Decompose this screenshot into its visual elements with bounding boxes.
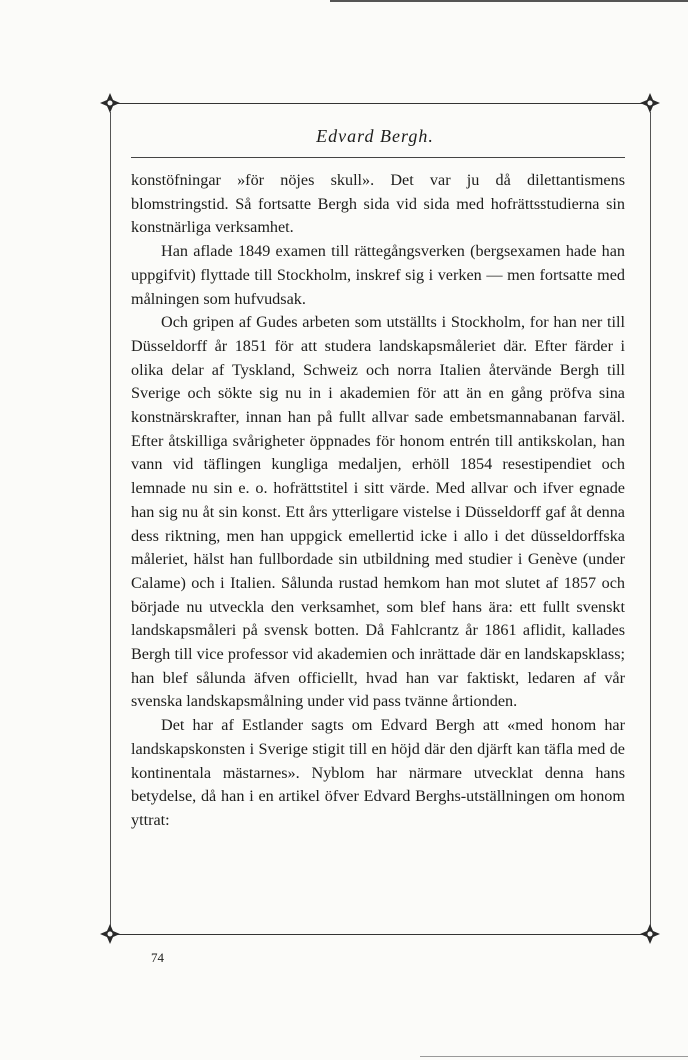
frame-rule-top [116,103,644,104]
running-head: Edvard Bergh. [316,126,434,146]
page-number: 74 [151,950,164,965]
frame-rule-right [650,112,651,926]
frame-rule-bottom [116,934,644,935]
paragraph: Det har af Estlander sagts om Edvard Bergh att «med honom har landskapskonsten i Sverige stigit till en höjd där den djärft kan täfla med de kontinentala mästarnes». Nyblom har närmare utvecklat denna hans betydelse, då han i en artikel öfver Edvard Berghs-utställningen om honom yttrat: [131,716,625,829]
paragraph: konstöfningar »för nöjes skull». Det var ju då dilettantismens blomstringstid. Så fortsatte Bergh sida vid sida med hofrättsstudierna sin konstnärliga verksamhet. [131,171,625,237]
frame-rule-left [110,112,111,926]
scan-edge-bottom [420,1056,688,1057]
corner-ornament-icon [99,923,121,945]
scan-edge-top [330,0,688,2]
paragraph: Och gripen af Gudes arbeten som utställts i Stockholm, for han ner till Düsseldorff år 1851 för att studera landskapsmåleriet där. Efter färder i olika delar af Tyskland, Schweiz och norra Italien återvände Bergh till Sverige och sökte sig nu in i akademien för att än en gång pröfva sina konstnärskrafter, innan han på fullt allvar sade embetsmannabanan farväl. Efter åtskilliga svårigheter öppnades för honom entrén till antikskolan, han vann vid täflingen kungliga medaljen, erhöll 1854 resestipendiet och lemnade nu sin e. o. hofrättstitel i sitt värde. Med allvar och ifver egnade han sig nu åt sin konst. Ett års ytterligare vistelse i Düsseldorff gaf åt denna dess riktning, men han uppgick emellertid icke i allo i det düsseldorffska måleriet, hälst han fullbordade sin utbildning med studier i Genève (under Calame) och i Italien. Sålunda rustad hemkom han mot slutet af 1857 och började nu utveckla den verksamhet, som blef hans ära: ett fullt svenskt landskapsmåleri på svensk botten. Då Fahlcrantz år 1861 aflidit, kallades Bergh till vice professor vid akademien och inrättade där en landskapsklass; han blef sålunda äfven officiellt, hvad han var faktiskt, ledaren af vår svenska landskapsmålning under vid pass tvänne årtionden. [131,313,625,711]
header-rule [131,157,625,158]
corner-ornament-icon [99,92,121,114]
paragraph: Han aflade 1849 examen till rättegångsverken (bergsexamen hade han uppgifvit) flyttade till Stockholm, inskref sig i verken — men fortsatte med målningen som hufvudsak. [131,242,625,308]
corner-ornament-icon [639,923,661,945]
body-text [131,169,625,833]
corner-ornament-icon [639,92,661,114]
